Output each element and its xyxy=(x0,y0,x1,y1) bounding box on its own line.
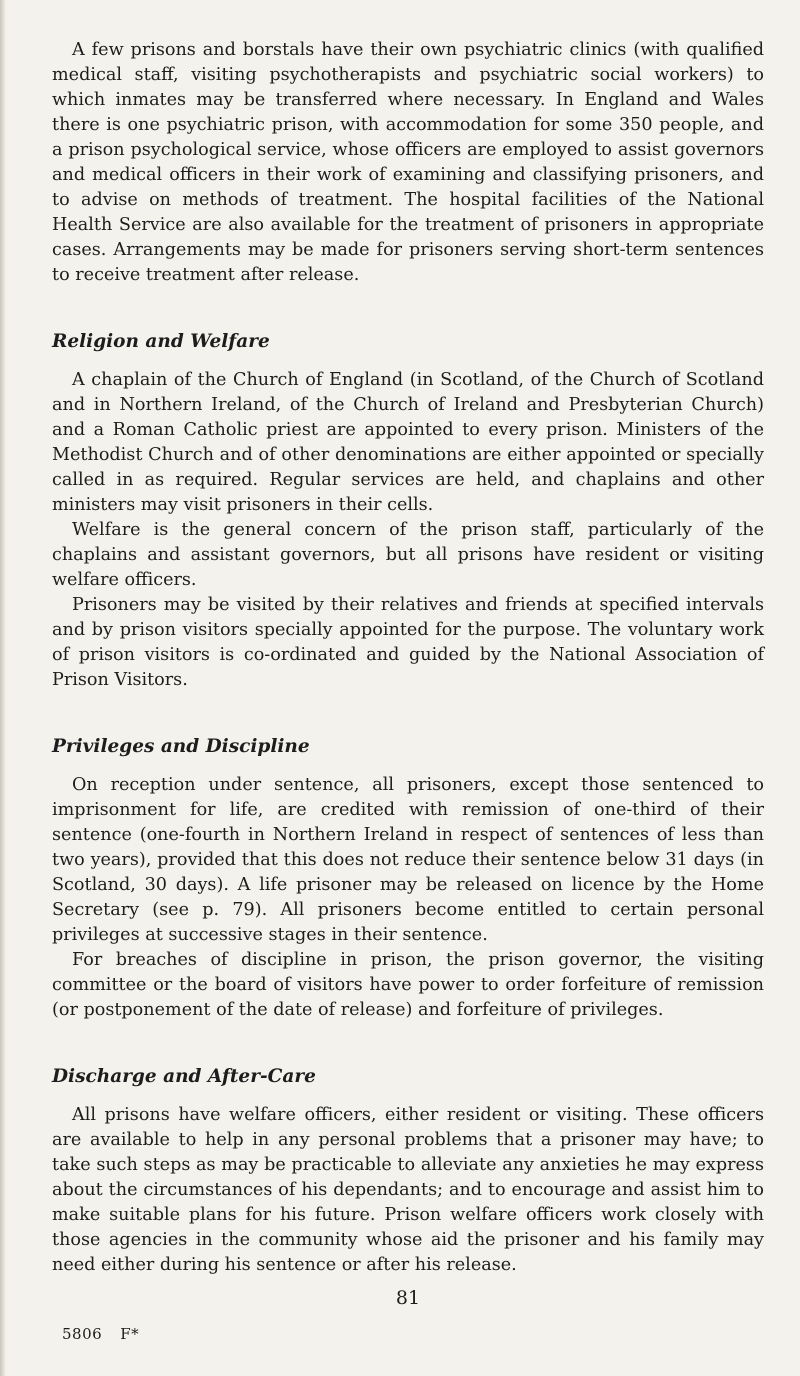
section-heading: Religion and Welfare xyxy=(52,331,270,352)
intro-section xyxy=(52,38,764,288)
section-heading: Privileges and Discipline xyxy=(52,736,310,757)
section-privileges-and-discipline xyxy=(52,735,764,1023)
section-heading: Discharge and After-Care xyxy=(52,1066,316,1087)
section-paragraph: For breaches of discipline in prison, the prison governor, the visiting committee or the board of visitors have power to order forfeiture of remission (or postponement of the date of release) and forfeiture of privileges. xyxy=(52,950,764,1020)
section-paragraph: All prisons have welfare officers, either resident or visiting. These officers are available to help in any personal problems that a prisoner may have; to take such steps as may be practicable to alleviate any anxieties he may express about the circumstances of his dependants; and to encourage and assist him to make suitable plans for his future. Prison welfare officers work closely with those agencies in the community whose aid the prisoner and his family may need either during his sentence or after his release. xyxy=(52,1105,764,1275)
section-discharge-and-after-care xyxy=(52,1065,764,1278)
intro-paragraph: A few prisons and borstals have their own psychiatric clinics (with qualified medical staff, visiting psychotherapists and psychiatric social workers) to which inmates may be transferred where necessary. In England and Wales there is one psychiatric prison, with accommodation for some 350 people, and a prison psychological service, whose officers are employed to assist governors and medical officers in their work of examining and classifying prisoners, and to advise on methods of treatment. The hospital facilities of the National Health Service are also available for the treatment of prisoners in appropriate cases. Arrangements may be made for prisoners serving short-term sentences to receive treatment after release. xyxy=(52,40,764,285)
section-paragraph: Welfare is the general concern of the prison staff, particularly of the chaplains and assistant governors, but all prisons have resident or visiting welfare officers. xyxy=(52,520,764,590)
print-code xyxy=(62,1324,764,1344)
section-paragraph: Prisoners may be visited by their relatives and friends at specified intervals and by prison visitors specially appointed for the purpose. The voluntary work of prison visitors is co-ordinated and guided by the National Association of Prison Visitors. xyxy=(52,595,764,690)
print-code-number: 5806 xyxy=(62,1325,103,1343)
section-paragraph: On reception under sentence, all prisoners, except those sentenced to imprisonment for life, are credited with remission of one-third of their sentence (one-fourth in Northern Ireland in respect of sentences of less than two years), provided that this does not reduce their sentence below 31 days (in Scotland, 30 days). A life prisoner may be released on licence by the Home Secretary (see p. 79). All prisoners become entitled to certain personal privileges at successive stages in their sentence. xyxy=(52,775,764,945)
section-paragraph: A chaplain of the Church of England (in Scotland, of the Church of Scotland and in Northern Ireland, of the Church of Ireland and Presbyterian Church) and a Roman Catholic priest are appointed to every prison. Ministers of the Methodist Church and of other denominations are either appointed or specially called in as required. Regular services are held, and chaplains and other ministers may visit prisoners in their cells. xyxy=(52,370,764,515)
print-code-mark: F* xyxy=(120,1325,140,1343)
section-religion-and-welfare xyxy=(52,330,764,693)
page-number: 81 xyxy=(395,1287,421,1309)
